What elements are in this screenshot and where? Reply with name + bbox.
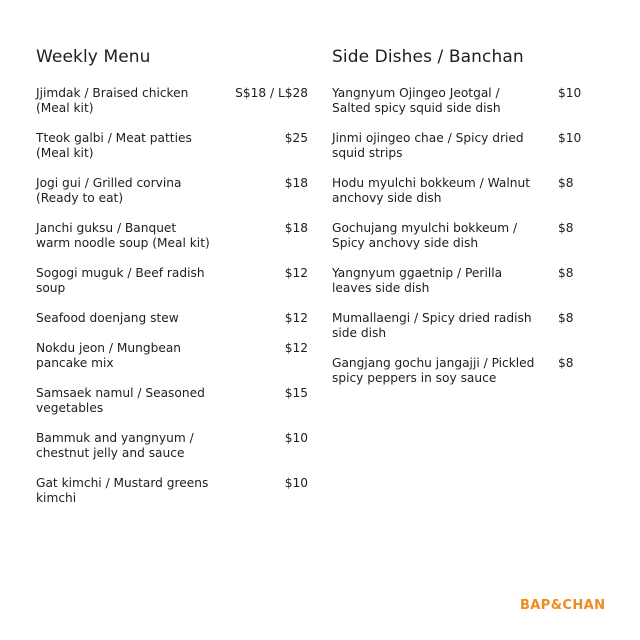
menu-item-name: Mumallaengi / Spicy dried radish side dish bbox=[332, 311, 532, 340]
menu-item bbox=[332, 356, 584, 386]
menu-item-name: Nokdu jeon / Mungbean pancake mix bbox=[36, 341, 182, 370]
menu-item-name: Sogogi muguk / Beef radish soup bbox=[36, 266, 205, 295]
menu-item bbox=[36, 311, 308, 326]
menu-item-name: Samsaek namul / Seasoned vegetables bbox=[36, 386, 205, 415]
weekly-menu-list bbox=[36, 86, 308, 521]
menu-item-price: $10 bbox=[284, 476, 308, 490]
menu-item bbox=[36, 476, 308, 506]
menu-item-price: $8 bbox=[558, 356, 574, 370]
menu-item-name: Janchi guksu / Banquet warm noodle soup (Meal kit) bbox=[36, 221, 210, 250]
menu-item-name: Gangjang gochu jangajji / Pickled spicy peppers in soy sauce bbox=[332, 356, 535, 385]
menu-item bbox=[36, 221, 308, 251]
menu-item-name: Jjimdak / Braised chicken (Meal kit) bbox=[36, 86, 189, 115]
menu-item-name: Yangnyum ggaetnip / Perilla leaves side dish bbox=[332, 266, 503, 295]
menu-item-name: Bammuk and yangnyum / chestnut jelly and sauce bbox=[36, 431, 194, 460]
menu-item-price: $12 bbox=[284, 341, 308, 355]
menu-item-price: $18 bbox=[284, 221, 308, 235]
menu-item-price: $8 bbox=[558, 311, 574, 325]
menu-item bbox=[36, 86, 308, 116]
menu-item-price: $8 bbox=[558, 221, 574, 235]
menu-item bbox=[332, 311, 584, 341]
menu-item bbox=[332, 86, 584, 116]
brand-logo: BAP&CHAN bbox=[520, 598, 606, 613]
menu-item-price: $12 bbox=[284, 311, 308, 325]
menu-item-name: Yangnyum Ojingeo Jeotgal / Salted spicy squid side dish bbox=[332, 86, 501, 115]
menu-item-name: Seafood doenjang stew bbox=[36, 311, 179, 325]
menu-item-name: Gat kimchi / Mustard greens kimchi bbox=[36, 476, 209, 505]
menu-item bbox=[332, 221, 584, 251]
menu-item-price: $25 bbox=[284, 131, 308, 145]
menu-item-name: Jinmi ojingeo chae / Spicy dried squid strips bbox=[332, 131, 524, 160]
menu-item-price: $10 bbox=[284, 431, 308, 445]
menu-item-price: S$18 / L$28 bbox=[235, 86, 308, 100]
menu-item bbox=[332, 266, 584, 296]
menu-item bbox=[36, 341, 308, 371]
side-dishes-title: Side Dishes / Banchan bbox=[332, 47, 524, 67]
side-dishes-list bbox=[332, 86, 584, 401]
menu-item-price: $15 bbox=[284, 386, 308, 400]
menu-item-price: $8 bbox=[558, 266, 574, 280]
menu-item bbox=[332, 176, 584, 206]
menu-item bbox=[36, 266, 308, 296]
menu-item bbox=[36, 176, 308, 206]
menu-item-price: $10 bbox=[558, 86, 582, 100]
menu-item-name: Jogi gui / Grilled corvina (Ready to eat) bbox=[36, 176, 182, 205]
menu-item-price: $12 bbox=[284, 266, 308, 280]
weekly-menu-title: Weekly Menu bbox=[36, 47, 151, 67]
menu-item-name: Tteok galbi / Meat patties (Meal kit) bbox=[36, 131, 192, 160]
menu-item-price: $8 bbox=[558, 176, 574, 190]
menu-item-name: Gochujang myulchi bokkeum / Spicy anchovy side dish bbox=[332, 221, 518, 250]
menu-item bbox=[332, 131, 584, 161]
menu-item-name: Hodu myulchi bokkeum / Walnut anchovy side dish bbox=[332, 176, 531, 205]
menu-item-price: $10 bbox=[558, 131, 582, 145]
menu-item bbox=[36, 431, 308, 461]
menu-item bbox=[36, 386, 308, 416]
menu-item bbox=[36, 131, 308, 161]
menu-item-price: $18 bbox=[284, 176, 308, 190]
